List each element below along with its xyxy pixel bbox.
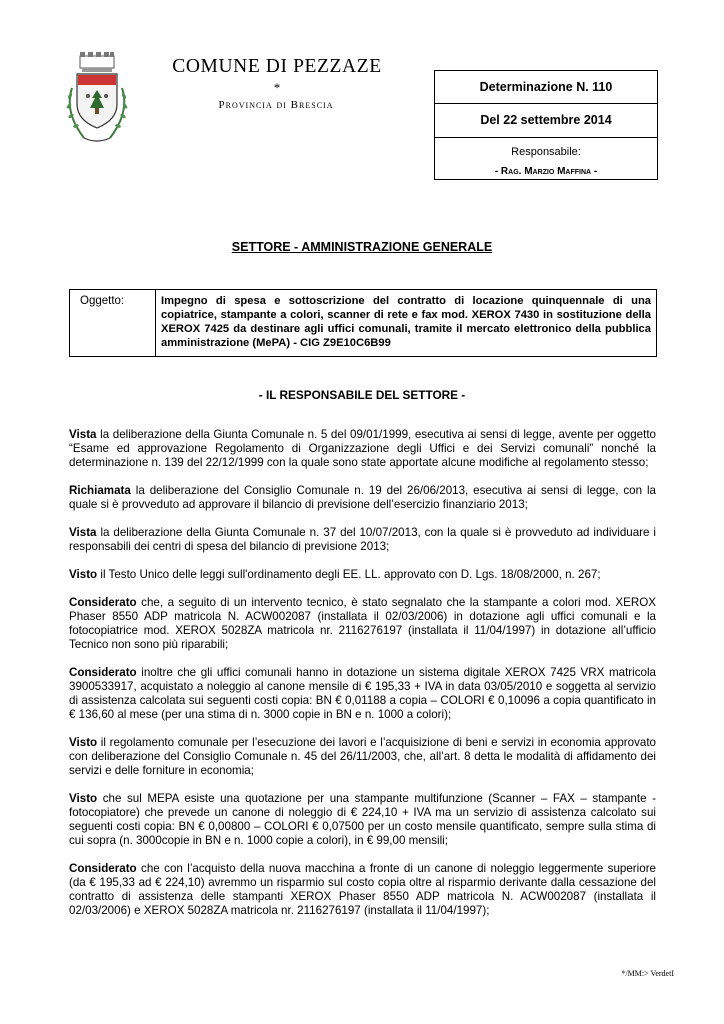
provincia-subtitle: Provincia di Brescia [218,99,334,111]
star-mark: * [273,80,281,95]
document-body [69,428,656,932]
paragraph [69,862,656,918]
determinazione-date: Del 22 settembre 2014 [435,104,657,138]
paragraph [69,596,656,652]
paragraph-lead: Considerato [69,596,137,609]
responsabile-cell [435,138,657,177]
paragraph-text: che, a seguito di un intervento tecnico, è stato segnalato che la stampante a colori mod. XEROX Phaser 8550 ADP matricola N. ACW002087 (installata il 02/03/2006) in dotazione agli uffici comunali e la fotocopiatrice mod. XEROX 5028ZA matricola nr. 2116276197 (installata il 11/04/1997) in dotazione all’ufficio Tecnico non sono più riparabili; [69,596,656,651]
paragraph-text: la deliberazione della Giunta Comunale n. 37 del 10/07/2013, con la quale si è provveduto ad individuare i responsabili dei centri di spesa del bilancio di previsione 2013; [69,526,656,553]
determinazione-number: Determinazione N. 110 [435,71,657,104]
oggetto-box [69,289,657,357]
paragraph-text: il Testo Unico delle leggi sull'ordinamento degli EE. LL. approvato con D. Lgs. 18/08/2000, n. 267; [97,568,601,581]
oggetto-label: Oggetto: [70,290,156,356]
paragraph [69,568,656,582]
paragraph-text: che sul MEPA esiste una quotazione per una stampante multifunzione (Scanner – FAX – stampante - fotocopiatore) che prevede un canone di noleggio di € 224,10 + IVA ma un servizio di assistenza calcolato sui seguenti costi copia: BN € 0,00800 – COLORI € 0,07500 per un costo mensile quantificato, sempre sulla stima di cui sopra (n. 3000copie in BN e n. 1000 copie a colori), in € 99,00 mensili; [69,792,656,847]
paragraph [69,526,656,554]
paragraph-lead: Vista [69,428,97,441]
paragraph [69,428,656,470]
paragraph-text: inoltre che gli uffici comunali hanno in dotazione un sistema digitale XEROX 7425 VRX matricola 3900533917, acquistato a noleggio al canone mensile di € 195,33 + IVA in data 03/05/2010 e soggetta al servizio di assistenza calcolata sui seguenti costi copia: BN € 0,01188 a copia – COLORI € 0,10096 a copia quantificato in € 136,60 al mese (per una stima di n. 3000 copie in BN e n. 1000 a colori); [69,666,656,721]
paragraph [69,666,656,722]
municipal-crest-emblem [62,52,132,150]
paragraph-text: la deliberazione della Giunta Comunale n. 5 del 09/01/1999, esecutiva ai sensi di legge, avente per oggetto “Esame ed approvazione Regolamento di Organizzazione degli Uffici e dei Servizi comunali” nonché la determinazione n. 139 del 22/12/1999 con la quale sono state apportate alcune modifiche al regolamento stesso; [69,428,656,469]
paragraph-lead: Visto [69,792,98,805]
settore-heading: SETTORE - AMMINISTRAZIONE GENERALE [231,240,493,254]
paragraph-text: che con l’acquisto della nuova macchina a fronte di un canone di noleggio leggermente superiore (da € 195,33 ad € 224,10) avremmo un risparmio sul costo copia oltre al risparmio derivante dalla cessazione del contratto di assistenza delle stampanti XEROX Phaser 8550 ADP matricola N. ACW002087 (installata il 02/03/2006) e XEROX 5028ZA matricola nr. 2116276197 (installata il 11/04/1997); [69,862,656,917]
comune-title: COMUNE DI PEZZAZE [172,56,382,77]
oggetto-text: Impegno di spesa e sottoscrizione del contratto di locazione quinquennale di una copiatrice, stampante a colori, scanner di rete e fax mod. XEROX 7430 in sostituzione della XEROX 7425 da destinare agli uffici comunali, tramite il mercato elettronico della pubblica amministrazione (MePA) - CIG Z9E10C6B99 [161,295,651,349]
responsabile-label: Responsabile: [511,146,581,158]
paragraph-lead: Considerato [69,666,137,679]
paragraph-lead: Richiamata [69,484,131,497]
paragraph [69,792,656,848]
paragraph [69,484,656,512]
determinazione-box [434,70,658,180]
paragraph-text: il regolamento comunale per l’esecuzione dei lavori e l’acquisizione di beni e servizi in economia approvato con deliberazione del Consiglio Comunale n. 45 del 26/11/2003, che, all’art. 8 detta le modalità di affidamento dei servizi e delle forniture in economia; [69,736,656,777]
footer-reference: */MM:> VerdetI [621,969,674,978]
responsabile-heading: - IL RESPONSABILE DEL SETTORE - [258,388,466,402]
paragraph-lead: Considerato [69,862,137,875]
paragraph [69,736,656,778]
paragraph-lead: Vista [69,526,97,539]
paragraph-text: la deliberazione del Consiglio Comunale n. 19 del 26/06/2013, esecutiva ai sensi di legge, con la quale si è provveduto ad approvare il bilancio di previsione dell’esercizio finanziario 2013; [69,484,656,511]
responsabile-name: - Rag. Marzio Maffina - [494,166,598,177]
paragraph-lead: Visto [69,568,98,581]
paragraph-lead: Visto [69,736,98,749]
